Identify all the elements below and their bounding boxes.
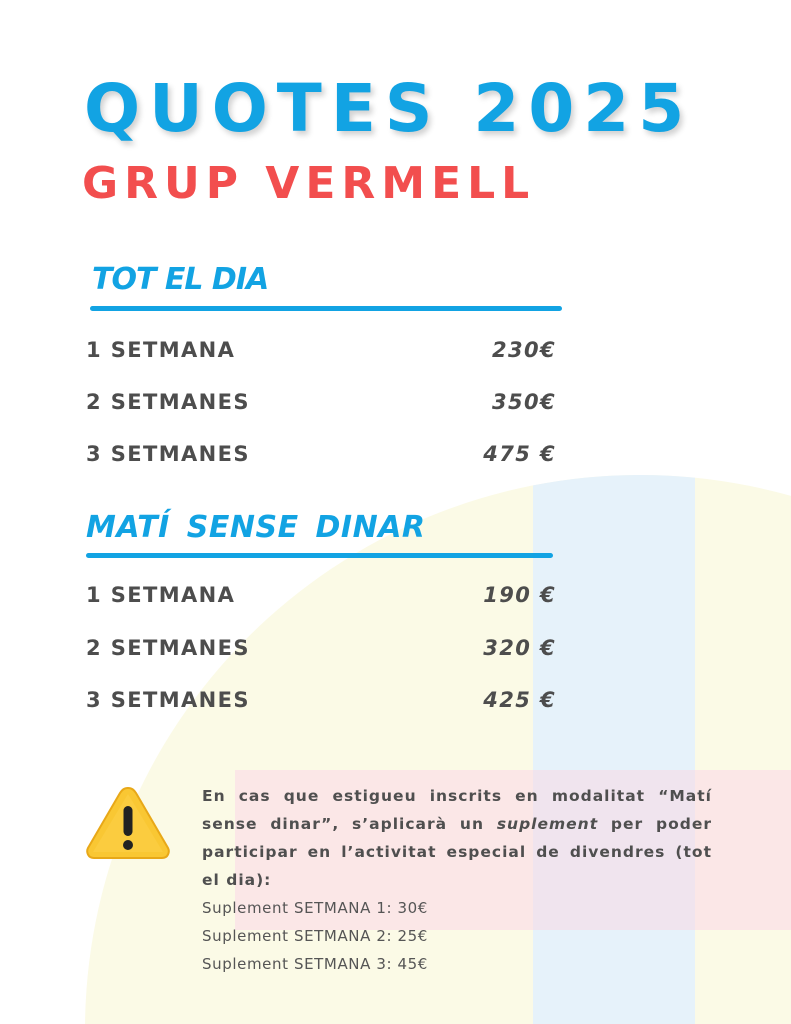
price-row-value: 475 € [483,442,556,466]
page-title: QUOTES 2025 [84,70,694,147]
section-divider [90,306,562,311]
price-row [86,688,556,718]
price-row-label: 1 SETMANA [86,338,236,362]
price-row-value: 350€ [491,390,556,414]
price-row-value: 425 € [483,688,556,712]
price-row [86,636,556,666]
price-row-label: 3 SETMANES [86,688,250,712]
price-row [86,338,556,368]
price-row [86,390,556,420]
price-row-label: 2 SETMANES [86,390,250,414]
supplement-note [202,782,712,978]
price-row-label: 1 SETMANA [86,583,236,607]
price-row-label: 3 SETMANES [86,442,250,466]
section-title-mati-sense-dinar: MATÍ SENSE DINAR [86,510,426,545]
supplement-line: Suplement SETMANA 1: 30€ [202,899,428,917]
price-row-value: 190 € [483,583,556,607]
price-row [86,442,556,472]
note-text: En cas que estigueu inscrits en modalitat “Matí sense dinar”, s’aplicarà un suplement per poder participar en l’activitat especial de divendres (tot el dia): [202,787,712,889]
section-title-tot-el-dia: TOT EL DIA [92,262,269,297]
price-row [86,583,556,613]
section-divider [86,553,553,558]
price-row-value: 320 € [483,636,556,660]
price-row-label: 2 SETMANES [86,636,250,660]
page-subtitle: GRUP VERMELL [82,158,536,209]
supplement-line: Suplement SETMANA 3: 45€ [202,955,428,973]
warning-icon [84,782,172,862]
price-row-value: 230€ [491,338,556,362]
supplement-line: Suplement SETMANA 2: 25€ [202,927,428,945]
note-emphasis: suplement [496,815,599,833]
